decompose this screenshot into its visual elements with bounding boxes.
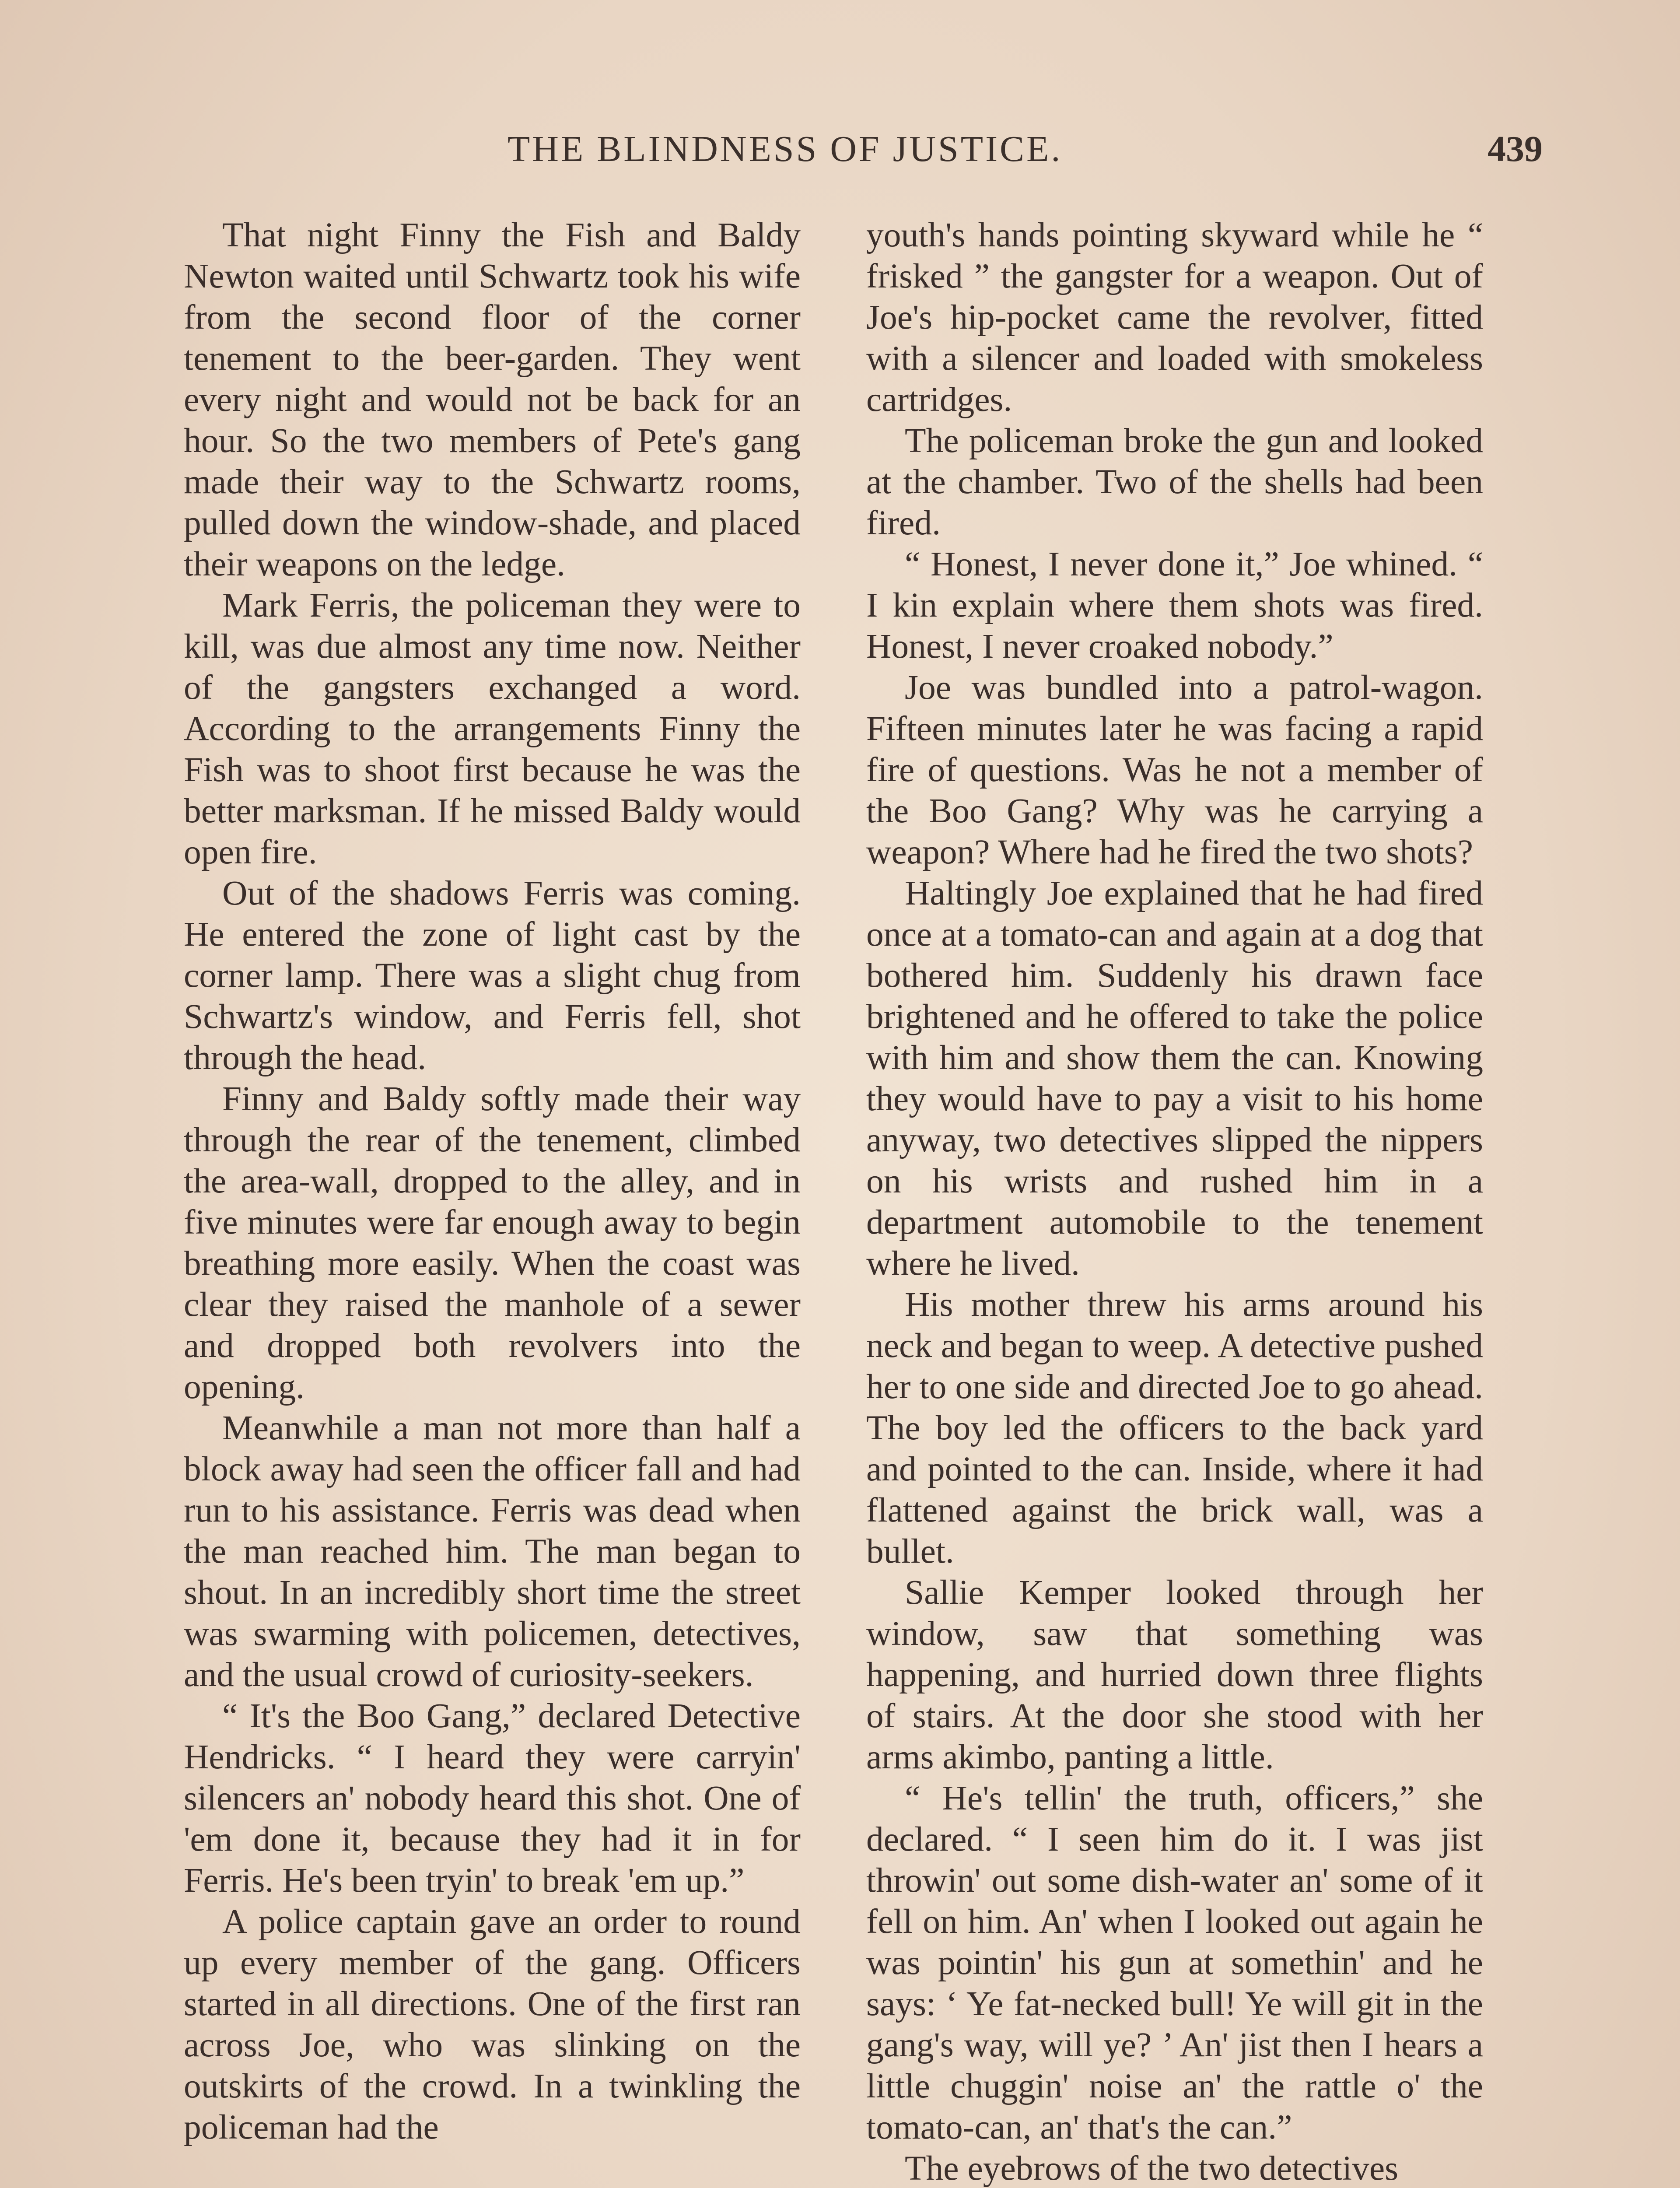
paragraph: The eyebrows of the two detectives [905,2149,1399,2188]
paragraph: youth's hands pointing skyward while he “ frisked ” the gangster for a weapon. Out of Joe's hip-pocket came the revolver, fitted with a silencer and loaded with smokeless cartridges. [866,216,1483,419]
left-column [184,214,801,2188]
paragraph: “ He's tellin' the truth, officers,” she declared. “ I seen him do it. I was jist throwin' out some dish-water an' some of it fell on him. An' when I looked out again he was pointin' his gun at somethin' and he says: ‘ Ye fat-necked bull! Ye will git in the gang's way, will ye? ’ An' jist then I hears a little chuggin' noise an' the rattle o' the tomato-can, an' that's the can.” [866,1779,1483,2146]
paragraph: Finny and Baldy softly made their way through the rear of the tenement, climbed the area-wall, dropped to the alley, and in five minutes were far enough away to begin breathing more easily. When the coast was clear they raised the manhole of a sewer and dropped both revolvers into the opening. [184,1080,801,1406]
paragraph: The policeman broke the gun and looked at the chamber. Two of the shells had been fired. [866,421,1483,542]
paragraph: That night Finny the Fish and Baldy Newton waited until Schwartz took his wife from the second floor of the corner tenement to the beer-garden. They went every night and would not be back for an hour. So the two members of Pete's gang made their way to the Schwartz rooms, pulled down the window-shade, and placed their weapons on the ledge. [184,216,801,583]
right-column [866,214,1483,2188]
paragraph: His mother threw his arms around his neck and began to weep. A detective pushed her to one side and directed Joe to go ahead. The boy led the officers to the back yard and pointed to the can. Inside, where it had flattened against the brick wall, was a bullet. [866,1285,1483,1571]
paragraph: Haltingly Joe explained that he had fired once at a tomato-can and again at a dog that bothered him. Suddenly his drawn face brightened and he offered to take the police with him and show them the can. Knowing they would have to pay a visit to his home anyway, two detectives slipped the nippers on his wrists and rushed him in a department automobile to the tenement where he lived. [866,874,1483,1283]
paragraph: “ Honest, I never done it,” Joe whined. “ I kin explain where them shots was fired. Honest, I never croaked nobody.” [866,545,1483,666]
paragraph: A police captain gave an order to round up every member of the gang. Officers started in all directions. One of the first ran across Joe, who was slinking on the outskirts of the crowd. In a twinkling the policeman had the [184,1902,801,2146]
paragraph: “ It's the Boo Gang,” declared Detective Hendricks. “ I heard they were carryin' silencers an' nobody heard this shot. One of 'em done it, because they had it in for Ferris. He's been tryin' to break 'em up.” [184,1697,801,1900]
running-title: THE BLINDNESS OF JUSTICE. [508,129,1063,169]
paragraph: Meanwhile a man not more than half a block away had seen the officer fall and had run to his assistance. Ferris was dead when the man reached him. The man began to shout. In an incredibly short time the street was swarming with policemen, detectives, and the usual crowd of curiosity-seekers. [184,1409,801,1694]
page-number: 439 [1488,129,1543,169]
paragraph: Out of the shadows Ferris was coming. He entered the zone of light cast by the corner lamp. There was a slight chug from Schwartz's window, and Ferris fell, shot through the head. [184,874,801,1077]
page-header [0,128,1680,180]
paragraph: Joe was bundled into a patrol-wagon. Fifteen minutes later he was facing a rapid fire of questions. Was he not a member of the Boo Gang? Why was he carrying a weapon? Where had he fired the two shots? [866,668,1483,871]
paragraph: Sallie Kemper looked through her window, saw that something was happening, and hurried down three flights of stairs. At the door she stood with her arms akimbo, panting a little. [866,1573,1483,1776]
paragraph: Mark Ferris, the policeman they were to kill, was due almost any time now. Neither of the gangsters exchanged a word. According to the arrangements Finny the Fish was to shoot first because he was the better marksman. If he missed Baldy would open fire. [184,586,801,871]
